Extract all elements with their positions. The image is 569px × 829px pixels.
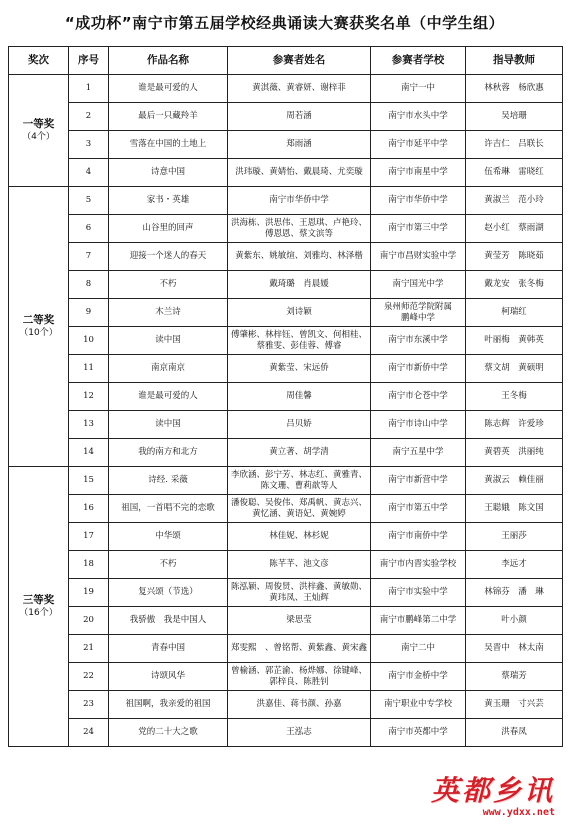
- participant-school: 南宁市英都中学: [371, 719, 466, 747]
- participant-school: 南宁市第三中学: [371, 215, 466, 243]
- table-row: [9, 607, 563, 635]
- col-header-names: 参赛者姓名: [228, 47, 371, 75]
- participant-school: 南宁市实验中学: [371, 579, 466, 607]
- participant-school: 南宁职业中专学校: [371, 691, 466, 719]
- participant-names: 郑雯熙 、曾铭帮、黄紫鑫、黄宋鑫: [228, 635, 371, 663]
- participant-school: 南宁市新侨中学: [371, 355, 466, 383]
- entry-number: 24: [69, 719, 109, 747]
- award-level-cell: [9, 75, 69, 187]
- table-row: [9, 495, 563, 523]
- entry-number: 1: [69, 75, 109, 103]
- page-title: “成功杯”南宁市第五届学校经典诵读大赛获奖名单（中学生组）: [64, 14, 505, 32]
- entry-number: 23: [69, 691, 109, 719]
- entry-number: 14: [69, 439, 109, 467]
- entry-number: 18: [69, 551, 109, 579]
- table-row: [9, 327, 563, 355]
- table-row: [9, 187, 563, 215]
- participant-names: 吕贝娇: [228, 411, 371, 439]
- participant-names: 南宁市华侨中学: [228, 187, 371, 215]
- table-row: [9, 355, 563, 383]
- instructor-names: 王丽莎: [466, 523, 563, 551]
- entry-number: 16: [69, 495, 109, 523]
- table-row: [9, 103, 563, 131]
- work-title: 诗意中国: [109, 159, 228, 187]
- watermark-logo: 英都乡讯: [430, 774, 555, 807]
- instructor-names: 王聪娥 陈文国: [466, 495, 563, 523]
- participant-names: 陈泓颖、周俊贤、洪梓鑫、黄敏勋、黄玮凤、王灿辉: [228, 579, 371, 607]
- award-level-count: （10个）: [19, 328, 58, 338]
- instructor-names: 柯瑞红: [466, 299, 563, 327]
- participant-school: 南宁一中: [371, 75, 466, 103]
- award-level-count: （4个）: [22, 132, 55, 142]
- awards-table: [8, 46, 563, 747]
- entry-number: 10: [69, 327, 109, 355]
- table-row: [9, 691, 563, 719]
- award-level-name: 一等奖: [22, 118, 55, 130]
- participant-school: 南宁国光中学: [371, 271, 466, 299]
- instructor-names: 蔡文胡 黄硕明: [466, 355, 563, 383]
- instructor-names: 陈志辉 许爱珍: [466, 411, 563, 439]
- work-title: 祖国啊，我亲爱的祖国: [109, 691, 228, 719]
- participant-school: 南宁市东溪中学: [371, 327, 466, 355]
- table-row: [9, 579, 563, 607]
- work-title: 读中国: [109, 411, 228, 439]
- award-level-name: 三等奖: [22, 594, 55, 606]
- participant-names: 王泓志: [228, 719, 371, 747]
- work-title: 祖国，一首唱不完的恋歌: [109, 495, 228, 523]
- entry-number: 15: [69, 467, 109, 495]
- entry-number: 11: [69, 355, 109, 383]
- participant-names: 洪玮璇、黄婧怡、戴晨琦、尤奕璇: [228, 159, 371, 187]
- instructor-names: 黄淑兰 范小玲: [466, 187, 563, 215]
- work-title: 复兴颂（节选）: [109, 579, 228, 607]
- instructor-names: 黄玉珊 寸兴芸: [466, 691, 563, 719]
- participant-school: 南宁市延平中学: [371, 131, 466, 159]
- instructor-names: 赵小红 蔡雨湖: [466, 215, 563, 243]
- work-title: 迎接一个迷人的春天: [109, 243, 228, 271]
- table-row: [9, 159, 563, 187]
- table-row: [9, 663, 563, 691]
- participant-school: 南宁市鹏峰第二中学: [371, 607, 466, 635]
- table-row: [9, 75, 563, 103]
- table-row: [9, 131, 563, 159]
- table-row: [9, 271, 563, 299]
- work-title: 读中国: [109, 327, 228, 355]
- participant-names: 潘俊聪、吴俊伟、郑禹帆、黄志兴、黄忆涵、黄语妃、黄婉婷: [228, 495, 371, 523]
- table-row: [9, 719, 563, 747]
- work-title: 家书・英雄: [109, 187, 228, 215]
- participant-school: 南宁市新营中学: [371, 467, 466, 495]
- table-header-row: [9, 47, 563, 75]
- instructor-names: 洪春凤: [466, 719, 563, 747]
- award-level-cell: [9, 187, 69, 467]
- instructor-names: 李远才: [466, 551, 563, 579]
- entry-number: 5: [69, 187, 109, 215]
- entry-number: 12: [69, 383, 109, 411]
- participant-names: 傅肇彬、林梓钰、曾凯文、何相桂、蔡雅雯、彭佳蓉、傅睿: [228, 327, 371, 355]
- participant-school: 南宁市华侨中学: [371, 187, 466, 215]
- participant-school: 南宁市诗山中学: [371, 411, 466, 439]
- work-title: 中华颂: [109, 523, 228, 551]
- work-title: 青春中国: [109, 635, 228, 663]
- watermark: [405, 775, 555, 819]
- instructor-names: 叶小颜: [466, 607, 563, 635]
- entry-number: 7: [69, 243, 109, 271]
- instructor-names: 林锦芬 潘 琳: [466, 579, 563, 607]
- participant-school: 南宁市第五中学: [371, 495, 466, 523]
- participant-school: 泉州师范学院附属 鹏峰中学: [371, 299, 466, 327]
- participant-names: 林佳妮、林杉妮: [228, 523, 371, 551]
- entry-number: 2: [69, 103, 109, 131]
- participant-names: 李欣涵、彭宁芳、林志红、黄雅青、陈文珊、曹莉歆等人: [228, 467, 371, 495]
- work-title: 党的二十大之歌: [109, 719, 228, 747]
- col-header-school: 参赛者学校: [371, 47, 466, 75]
- participant-school: 南宁市水头中学: [371, 103, 466, 131]
- instructor-names: 蔡瑞芳: [466, 663, 563, 691]
- participant-names: 刘诗颖: [228, 299, 371, 327]
- participant-school: 南宁市昌财实验中学: [371, 243, 466, 271]
- award-level-count: （16个）: [19, 608, 58, 618]
- work-title: 诗经. 采薇: [109, 467, 228, 495]
- entry-number: 3: [69, 131, 109, 159]
- work-title: 我骄傲 我是中国人: [109, 607, 228, 635]
- award-level-name: 二等奖: [22, 314, 55, 326]
- instructor-names: 王冬梅: [466, 383, 563, 411]
- work-title: 诗颂风华: [109, 663, 228, 691]
- work-title: 不朽: [109, 271, 228, 299]
- instructor-names: 伍希琳 雷晓红: [466, 159, 563, 187]
- entry-number: 19: [69, 579, 109, 607]
- participant-names: 曾榆涵、郭芷渝、杨烨娜、徐键峰、郭梓良、陈胜钊: [228, 663, 371, 691]
- entry-number: 6: [69, 215, 109, 243]
- instructor-names: 林秋蓉 杨欣惠: [466, 75, 563, 103]
- table-row: [9, 299, 563, 327]
- watermark-url: www.ydxx.net: [482, 807, 555, 818]
- participant-school: 南宁市仑苍中学: [371, 383, 466, 411]
- entry-number: 13: [69, 411, 109, 439]
- col-header-work: 作品名称: [109, 47, 228, 75]
- instructor-names: 许吉仁 吕联长: [466, 131, 563, 159]
- participant-school: 南宁二中: [371, 635, 466, 663]
- participant-school: 南宁五星中学: [371, 439, 466, 467]
- awards-table-body: [9, 75, 563, 747]
- entry-number: 22: [69, 663, 109, 691]
- table-row: [9, 383, 563, 411]
- participant-names: 黄紫莹、宋远侨: [228, 355, 371, 383]
- entry-number: 20: [69, 607, 109, 635]
- work-title: 雪落在中国的土地上: [109, 131, 228, 159]
- work-title: 山谷里的回声: [109, 215, 228, 243]
- participant-school: 南宁市内晋实验学校: [371, 551, 466, 579]
- participant-school: 南宁市南侨中学: [371, 523, 466, 551]
- participant-names: 黄淇薇、黄睿妍、谢梓菲: [228, 75, 371, 103]
- table-row: [9, 215, 563, 243]
- entry-number: 8: [69, 271, 109, 299]
- instructor-names: 戴龙安 张冬梅: [466, 271, 563, 299]
- work-title: 南京南京: [109, 355, 228, 383]
- participant-school: 南宁市南星中学: [371, 159, 466, 187]
- table-row: [9, 411, 563, 439]
- award-level-cell: [9, 467, 69, 747]
- entry-number: 21: [69, 635, 109, 663]
- entry-number: 4: [69, 159, 109, 187]
- instructor-names: 吴晋中 林太南: [466, 635, 563, 663]
- participant-names: 洪海栋、洪思伟、王恩琪、卢艳玲、傅恩恩、蔡文滨等: [228, 215, 371, 243]
- entry-number: 9: [69, 299, 109, 327]
- work-title: 谁是最可爱的人: [109, 383, 228, 411]
- work-title: 不朽: [109, 551, 228, 579]
- participant-names: 陈芊芊、池文彦: [228, 551, 371, 579]
- entry-number: 17: [69, 523, 109, 551]
- instructor-names: 黄莹芳 陈晓茹: [466, 243, 563, 271]
- participant-names: 郑雨涵: [228, 131, 371, 159]
- instructor-names: 吴培珊: [466, 103, 563, 131]
- instructor-names: 黄碧英 洪丽纯: [466, 439, 563, 467]
- col-header-number: 序号: [69, 47, 109, 75]
- work-title: 最后一只藏羚羊: [109, 103, 228, 131]
- participant-names: 周佳馨: [228, 383, 371, 411]
- instructor-names: 黄淑云 赖佳丽: [466, 467, 563, 495]
- table-row: [9, 635, 563, 663]
- work-title: 我的南方和北方: [109, 439, 228, 467]
- instructor-names: 叶丽梅 黄韩英: [466, 327, 563, 355]
- participant-names: 黄紫东、姚敏煊、刘雅均、林泽楷: [228, 243, 371, 271]
- table-row: [9, 439, 563, 467]
- participant-names: 黄立著、胡学清: [228, 439, 371, 467]
- participant-names: 周若涵: [228, 103, 371, 131]
- participant-names: 梁思莹: [228, 607, 371, 635]
- table-row: [9, 523, 563, 551]
- participant-names: 洪嘉佳、蒋书颜、孙嘉: [228, 691, 371, 719]
- col-header-award: 奖次: [9, 47, 69, 75]
- participant-names: 戴琦璐 肖晨媛: [228, 271, 371, 299]
- work-title: 谁是最可爱的人: [109, 75, 228, 103]
- table-row: [9, 551, 563, 579]
- col-header-teacher: 指导教师: [466, 47, 563, 75]
- participant-school: 南宁市金桥中学: [371, 663, 466, 691]
- table-row: [9, 467, 563, 495]
- table-row: [9, 243, 563, 271]
- work-title: 木兰诗: [109, 299, 228, 327]
